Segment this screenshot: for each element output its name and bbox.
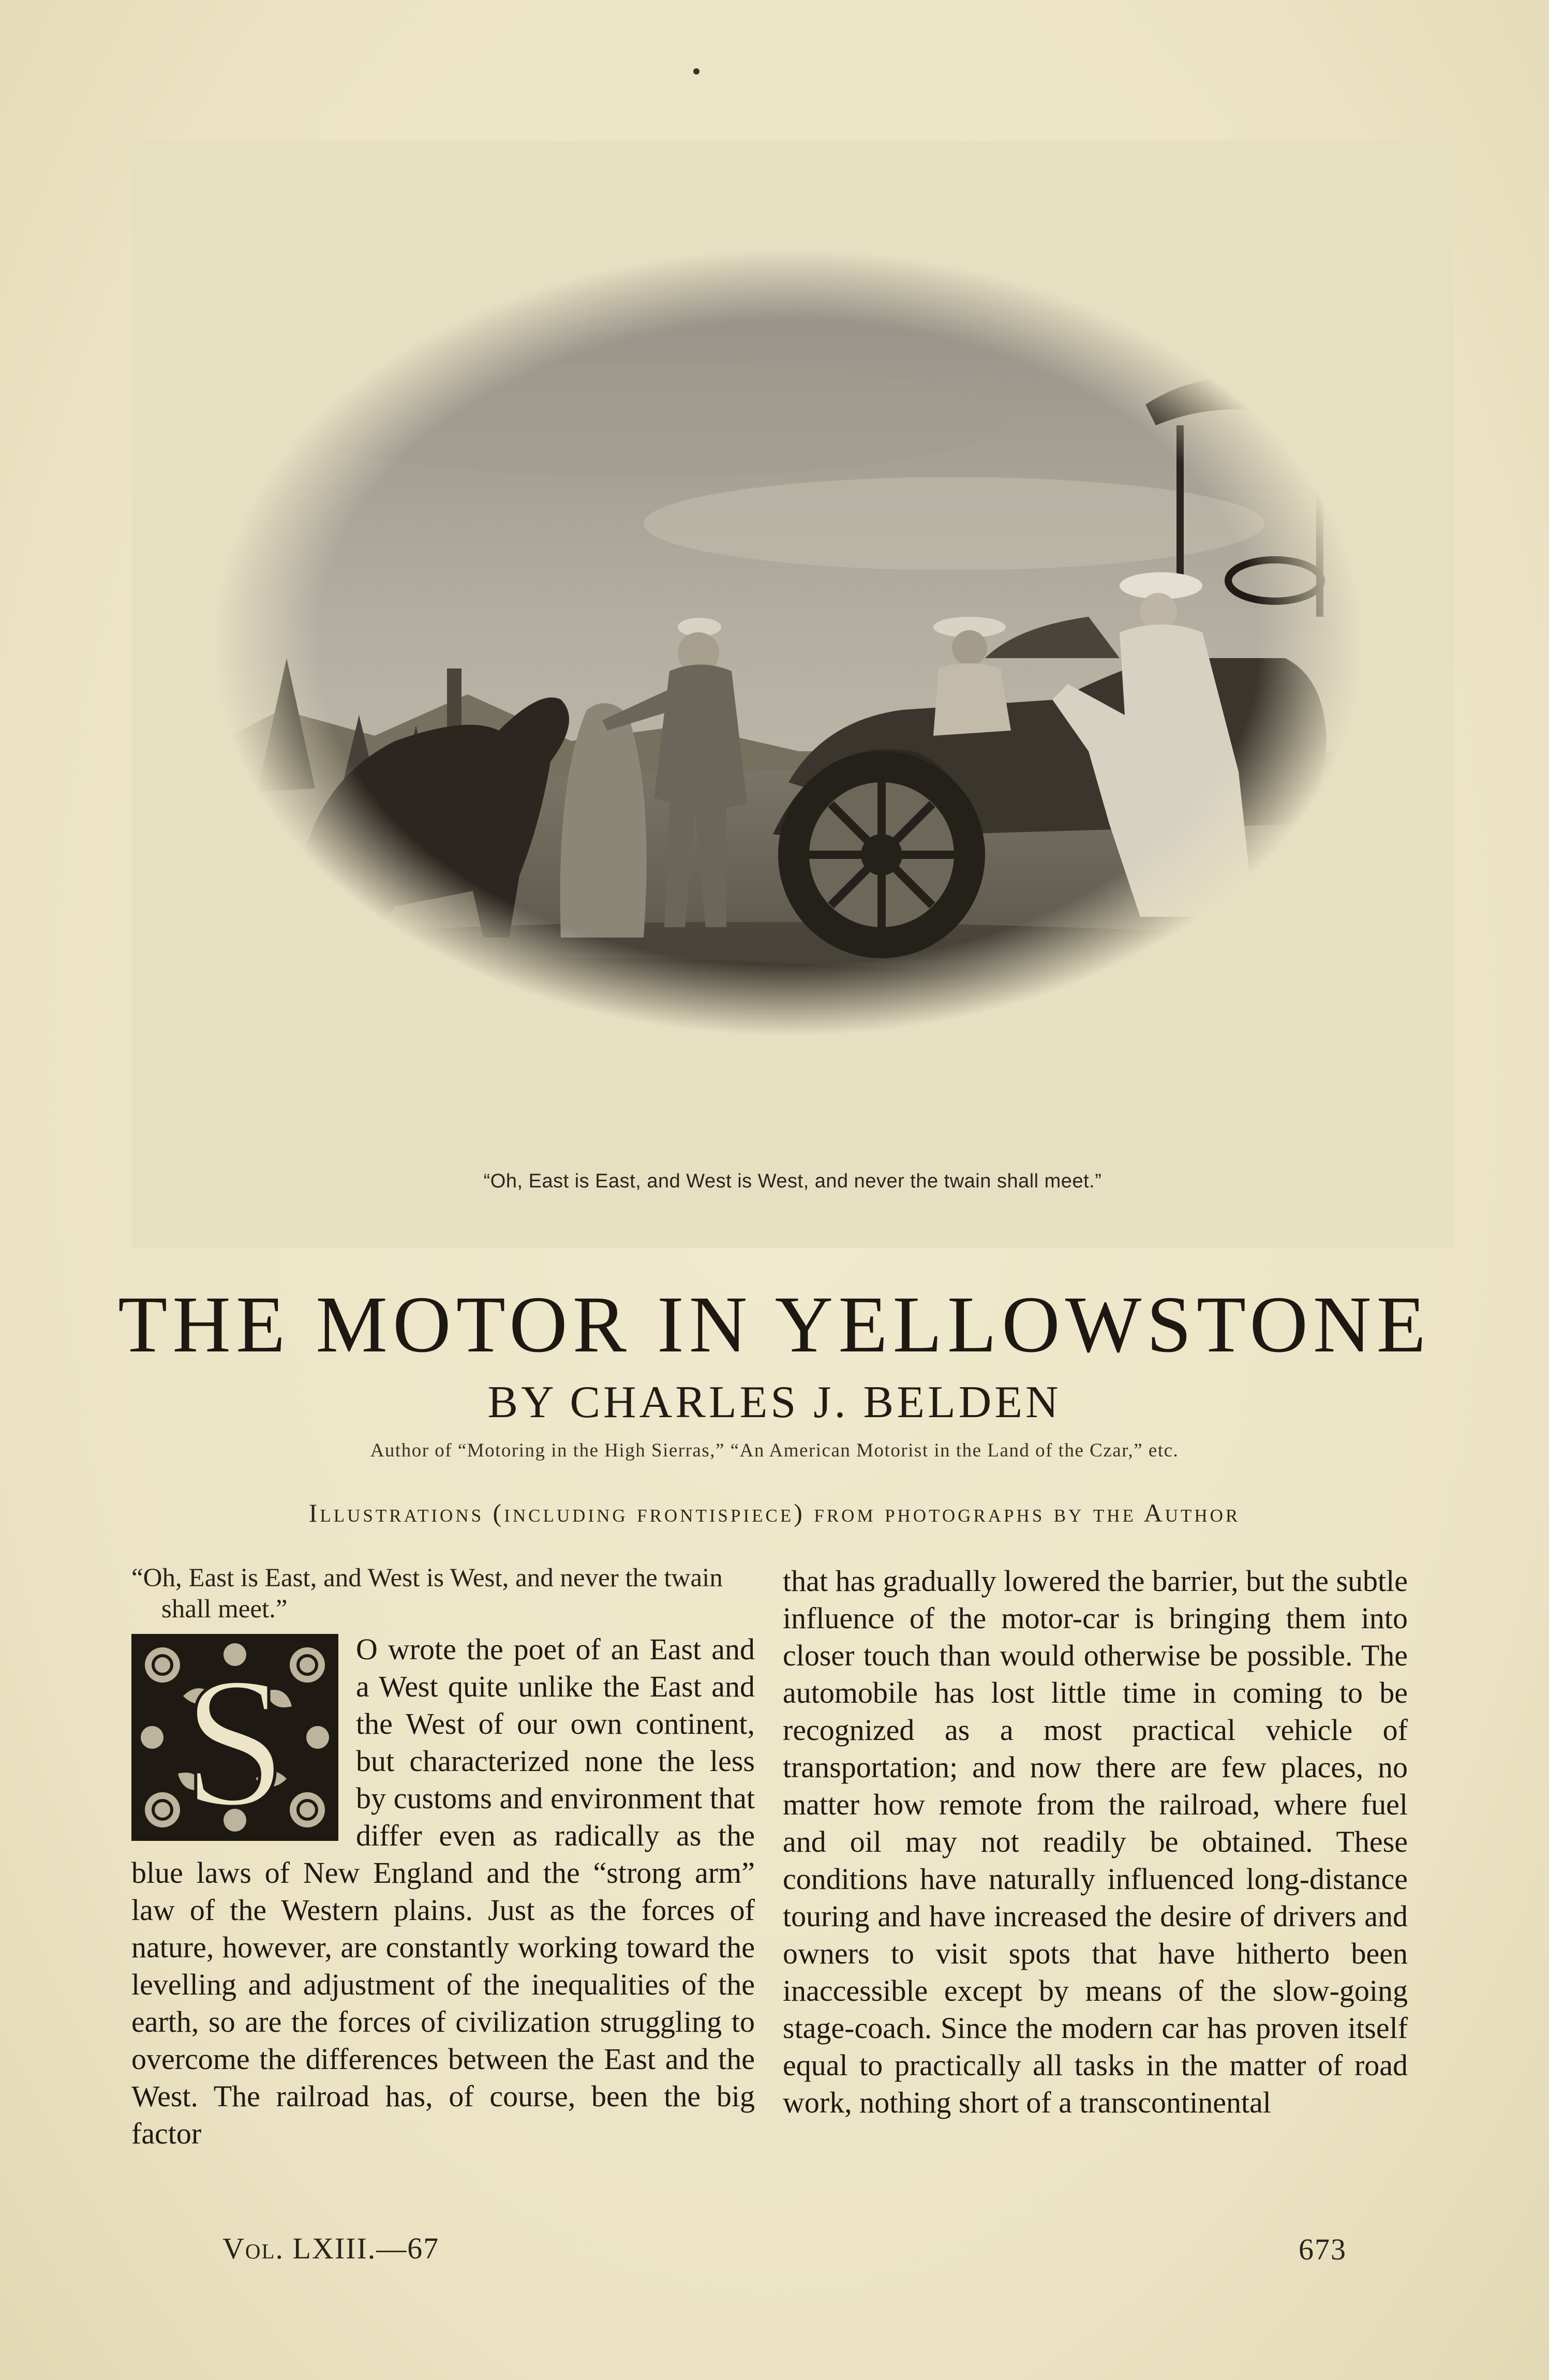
article-title: THE MOTOR IN YELLOWSTONE — [118, 1280, 1431, 1369]
page-number: 673 — [1299, 2233, 1347, 2266]
epigraph: “Oh, East is East, and West is West, and never the twain shall meet.” — [131, 1564, 723, 1624]
illustrations-credit: Illustrations (including frontispiece) from photographs by the Author — [308, 1498, 1241, 1527]
right-column-text: that has gradually lowered the barrier, but the subtle influence of the motor-car is bringing them into closer touch than would otherwise be possible. The automobile has lost little time in coming to be recognized as a most practical vehicle of transportation; and now there are few places, no matter how remote from the railroad, where fuel and oil may not readily be obtained. These conditions have naturally influenced long-distance touring and have increased the desire of drivers and owners to visit spots that have hitherto been inaccessible except by means of the slow-going stage-coach. Since the modern car has proven itself equal to practically all tasks in the matter of road work, nothing short of a transcontinental — [783, 1564, 1408, 2119]
byline: BY CHARLES J. BELDEN — [487, 1377, 1062, 1427]
drop-cap-letter: S — [183, 1639, 287, 1841]
left-column — [131, 1563, 755, 2152]
photo-caption: “Oh, East is East, and West is West, and never the twain shall meet.” — [483, 1170, 1102, 1192]
frontispiece-photo — [178, 203, 1399, 1072]
illustration-plate — [131, 141, 1454, 1248]
ornamental-drop-cap — [131, 1634, 338, 1841]
author-note: Author of “Motoring in the High Sierras,” “An American Motorist in the Land of the Czar,” etc. — [370, 1440, 1179, 1461]
volume-folio: Vol. LXIII.—67 — [222, 2232, 440, 2265]
right-column — [783, 1563, 1408, 2121]
left-column-text: O wrote the poet of an East and a West quite unlike the East and the West of our own continent, but characterized none the less by customs and environment that differ even as radically as the blue laws of New England and the “strong arm” law of the Western plains. Just as the forces of nature, however, are constantly working toward the levelling and adjustment of the inequalities of the earth, so are the forces of civilization struggling to overcome the differences between the East and the West. The railroad has, of course, been the big factor — [131, 1632, 755, 2150]
